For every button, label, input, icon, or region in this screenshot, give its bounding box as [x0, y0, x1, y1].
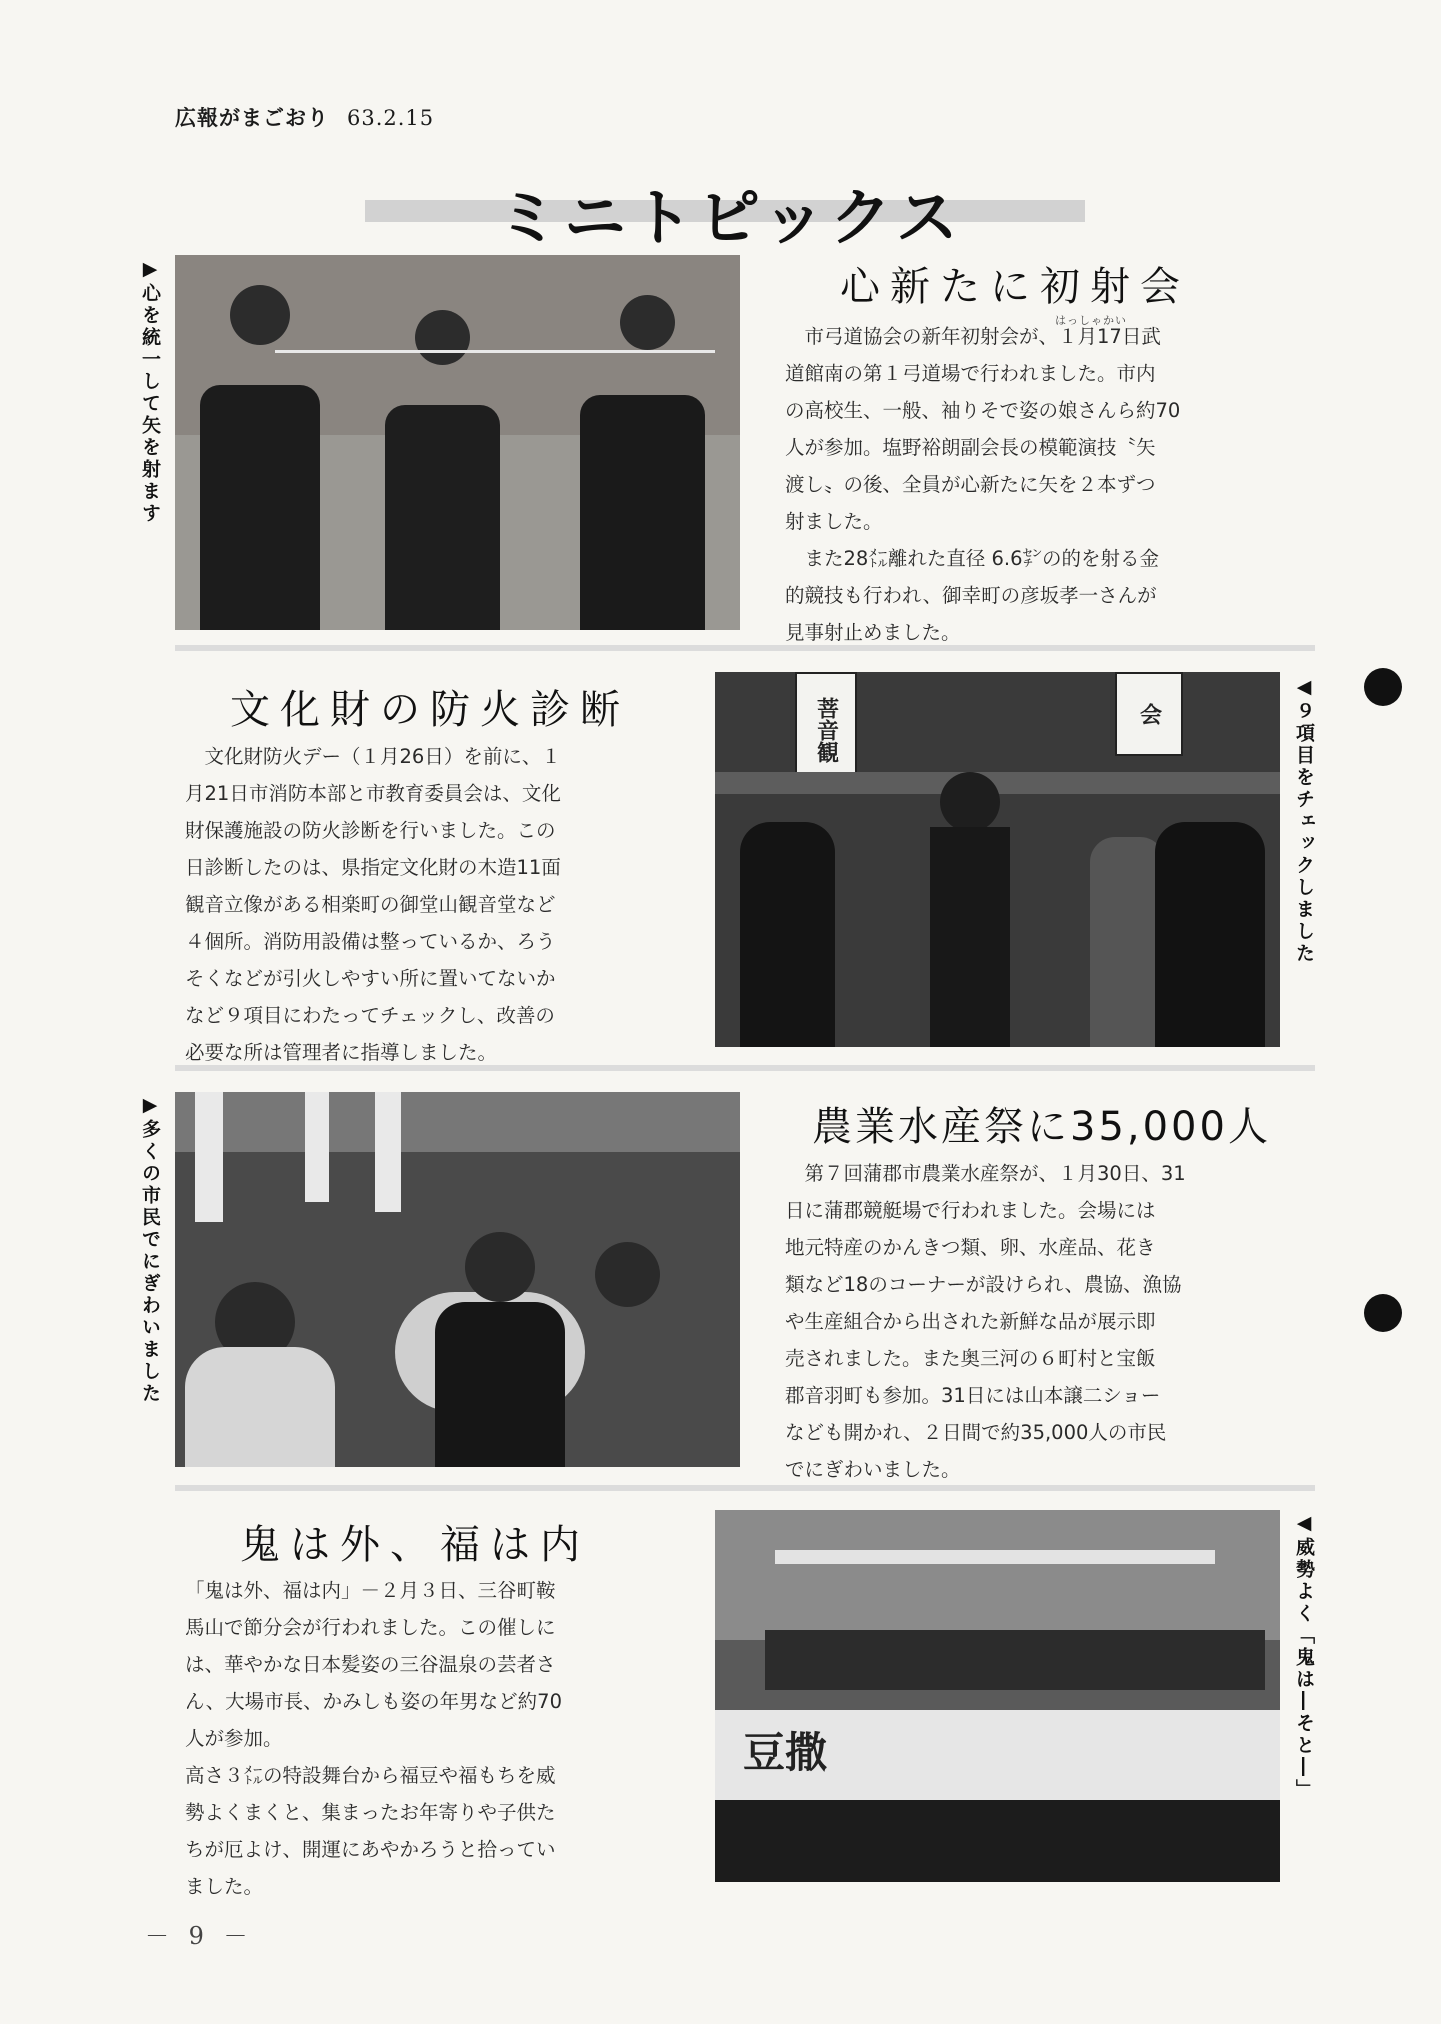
article-paragraph: 「鬼は外、福は内」－２月３日、三谷町鞍 馬山で節分会が行われました。この催しに は、華やかな日本髪姿の三谷温泉の芸者さ ん、大場市長、かみしも姿の年男など約70 人が参加。 [185, 1579, 562, 1750]
binder-hole [1364, 1294, 1402, 1332]
article-paragraph: また28㍍離れた直径 6.6㌢の的を射る金 的競技も行われ、御幸町の彦坂孝一さんが 見事射止めました。 [785, 547, 1160, 644]
headline-setsubun: 鬼は外、福は内 [240, 1522, 590, 1568]
article-paragraph: 第７回蒲郡市農業水産祭が、１月30日、31 日に蒲郡競艇場で行われました。会場には 地元特産のかんきつ類、卵、水産品、花き 類など18のコーナーが設けられ、農協、漁協 や生産組合から出された新鮮な品が展示即 売されました。また奥三河の６町村と宝飯 郡音羽町も参加。31日には山本譲二ショー なども開かれ、２日間で約35,000人の市民 でにぎわいました。 [785, 1162, 1186, 1481]
binder-hole [1364, 668, 1402, 706]
masthead [175, 102, 434, 132]
photo-caption-fire-inspection: ◀９項目をチェックしました [1293, 676, 1315, 965]
section-divider [175, 1065, 1315, 1071]
section-divider [175, 1485, 1315, 1491]
photo-caption-setsubun: ◀威勢よく「鬼は―そと―」 [1293, 1512, 1315, 1801]
article-paragraph: 市弓道協会の新年初射会が、１月17日武 道館南の第１弓道場で行われました。市内 の高校生、一般、袖りそで姿の娘さんら約70 人が参加。塩野裕朗副会長の模範演技〝矢 渡し〟の後、全員が心新たに矢を２本ずつ 射ました。 [785, 325, 1181, 533]
publication-name: 広報がまごおり [175, 106, 329, 130]
photo-archery [175, 255, 740, 630]
photo-fire-inspection [715, 672, 1280, 1047]
headline-bouka: 文化財の防火診断 [230, 687, 630, 733]
photo-setsubun [715, 1510, 1280, 1882]
headline-festival: 農業水産祭に35,000人 [812, 1104, 1271, 1150]
ruby-hassyakai: はっしゃかい [1055, 314, 1127, 327]
lantern-right: 会 [1115, 672, 1183, 756]
photo-festival [175, 1092, 740, 1467]
article-body-festival [785, 1155, 1285, 1488]
issue-date: 63.2.15 [347, 106, 435, 130]
photo-caption-archery: ▶心を統一して矢を射ます [139, 258, 161, 525]
page-number: － 9 － [145, 1922, 254, 1950]
article-body-hassyakai [785, 318, 1275, 651]
article-body-bouka [185, 738, 685, 1071]
article-body-setsubun [185, 1572, 685, 1905]
lantern-left: 菩音観 [795, 672, 857, 788]
headline-hassyakai: 心新たに初射会 [840, 264, 1190, 310]
article-paragraph: 高さ３㍍の特設舞台から福豆や福もちを威 勢よくまくと、集まったお年寄りや子供た ちが厄よけ、開運にあやかろうと拾ってい ました。 [185, 1764, 556, 1898]
banner-title: ミニトピックス [497, 181, 963, 254]
section-divider [175, 645, 1315, 651]
setsubun-sign: 豆撒 [715, 1715, 855, 1785]
article-paragraph: 文化財防火デー（１月26日）を前に、１ 月21日市消防本部と市教育委員会は、文化 財保護施設の防火診断を行いました。この 日診断したのは、県指定文化財の木造11面 観音立像がある相楽町の御堂山観音堂など ４個所。消防用設備は整っているか、ろう そくなどが引火しやすい所に置いてないか など９項目にわたってチェックし、改善の 必要な所は管理者に指導しました。 [185, 745, 561, 1064]
photo-caption-festival: ▶多くの市民でにぎわいました [139, 1094, 161, 1405]
